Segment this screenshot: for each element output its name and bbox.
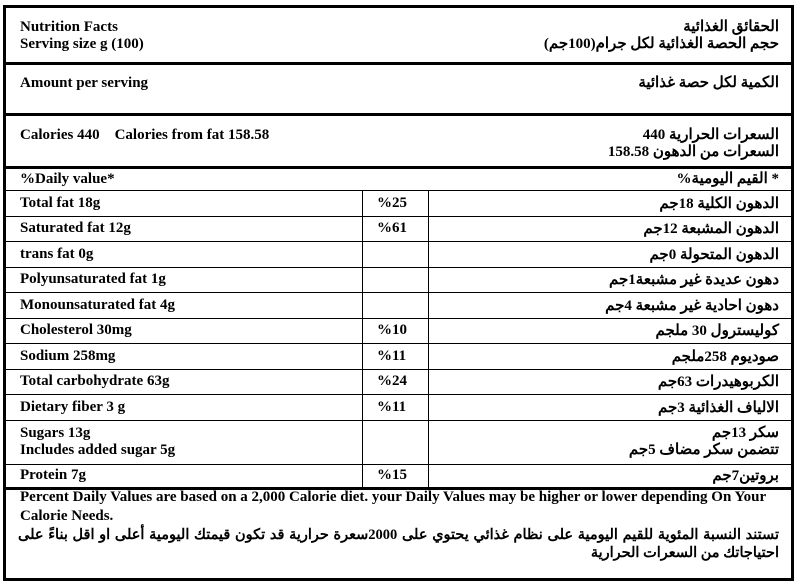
nutrient-daily-percent: %61 [363,217,429,242]
nutrient-name-ar: الكربوهيدرات 63جم [657,374,779,391]
header-row [6,8,791,65]
sugars-total-en: Sugars 13g [20,425,91,441]
nutrient-row [6,242,791,268]
nutrient-name-ar: الدهون الكلية 18جم [659,195,779,212]
nutrient-daily-percent: %11 [363,344,429,369]
nutrient-name-en: Sodium 258mg [6,344,363,369]
calories-ar: السعرات الحرارية 440 [642,127,779,143]
nutrient-name-en: Monounsaturated fat 4g [6,293,363,318]
nutrient-row [6,370,791,396]
nutrient-name-ar: دهون احادية غير مشبعة 4جم [605,297,779,314]
footnote-en: Percent Daily Values are based on a 2,000 Calorie diet. your Daily Values may be higher or lower depending On Your Calorie Needs. [20,489,766,524]
nutrient-daily-percent: %25 [363,191,429,216]
nutrient-daily-percent [363,268,429,293]
nutrient-row [6,217,791,243]
sugars-total-ar: سكر 13جم [711,425,779,441]
nutrient-name-ar: كوليسترول 30 ملجم [655,323,779,340]
daily-value-row [6,169,791,191]
nutrient-row [6,268,791,294]
amount-per-serving-ar: الكمية لكل حصة غذائية [638,75,779,91]
nutrient-daily-percent [363,242,429,267]
nutrient-name-ar: دهون عديدة غير مشبعة1جم [609,272,779,289]
nutrient-name-en: Cholesterol 30mg [6,319,363,344]
sugars-daily-percent [363,421,429,464]
footnote-ar: تستند النسبة المئوية للقيم اليومية على نظام غذائي يحتوي على 2000سعرة حرارية قد تكون قيمتك اليومية أعلى او اقل بناءً على احتياجاتك من السعرات الحرارية [18,527,779,561]
nutrient-row [6,395,791,421]
nutrient-daily-percent: %11 [363,395,429,420]
nutrient-name-ar: الالياف الغذائية 3جم [658,399,779,416]
serving-size-en: Serving size g (100) [20,36,144,52]
calories-en: Calories 440 Calories from fat 158.58 [20,127,270,143]
protein-row [6,465,791,490]
nutrient-daily-percent: %24 [363,370,429,395]
protein-ar: بروتين7جم [712,468,779,484]
title-en: Nutrition Facts [20,19,118,35]
nutrient-name-en: Polyunsaturated fat 1g [6,268,363,293]
protein-daily-percent: %15 [363,465,429,487]
nutrient-name-en: Saturated fat 12g [6,217,363,242]
nutrient-daily-percent: %10 [363,319,429,344]
nutrient-name-ar: الدهون المشبعة 12جم [643,221,779,238]
calories-from-fat-ar: السعرات من الدهون 158.58 [607,144,779,160]
sugars-en [6,421,363,464]
nutrition-label [3,5,794,581]
calories-row [6,116,791,169]
title-ar: الحقائق الغذائية [683,19,779,35]
daily-value-ar: * القيم اليومية% [676,171,779,187]
serving-size-ar: حجم الحصة الغذائية لكل جرام(100جم) [543,36,779,52]
sugars-ar [429,421,791,464]
nutrient-row [6,191,791,217]
added-sugar-en: Includes added sugar 5g [20,442,176,458]
nutrient-name-ar: صوديوم 258ملجم [671,348,779,365]
nutrient-name-en: Total fat 18g [6,191,363,216]
nutrient-row [6,319,791,345]
nutrient-name-en: Total carbohydrate 63g [6,370,363,395]
added-sugar-ar: تتضمن سكر مضاف 5جم [628,442,779,458]
amount-row [6,65,791,116]
nutrient-name-ar: الدهون المتحولة 0جم [649,246,779,263]
daily-value-en: %Daily value* [20,171,115,187]
amount-per-serving-en: Amount per serving [20,75,149,91]
sugars-row [6,421,791,465]
nutrient-name-en: Dietary fiber 3 g [6,395,363,420]
nutrient-row [6,293,791,319]
nutrient-name-en: trans fat 0g [6,242,363,267]
nutrient-daily-percent [363,293,429,318]
protein-en: Protein 7g [6,465,363,487]
nutrient-row [6,344,791,370]
